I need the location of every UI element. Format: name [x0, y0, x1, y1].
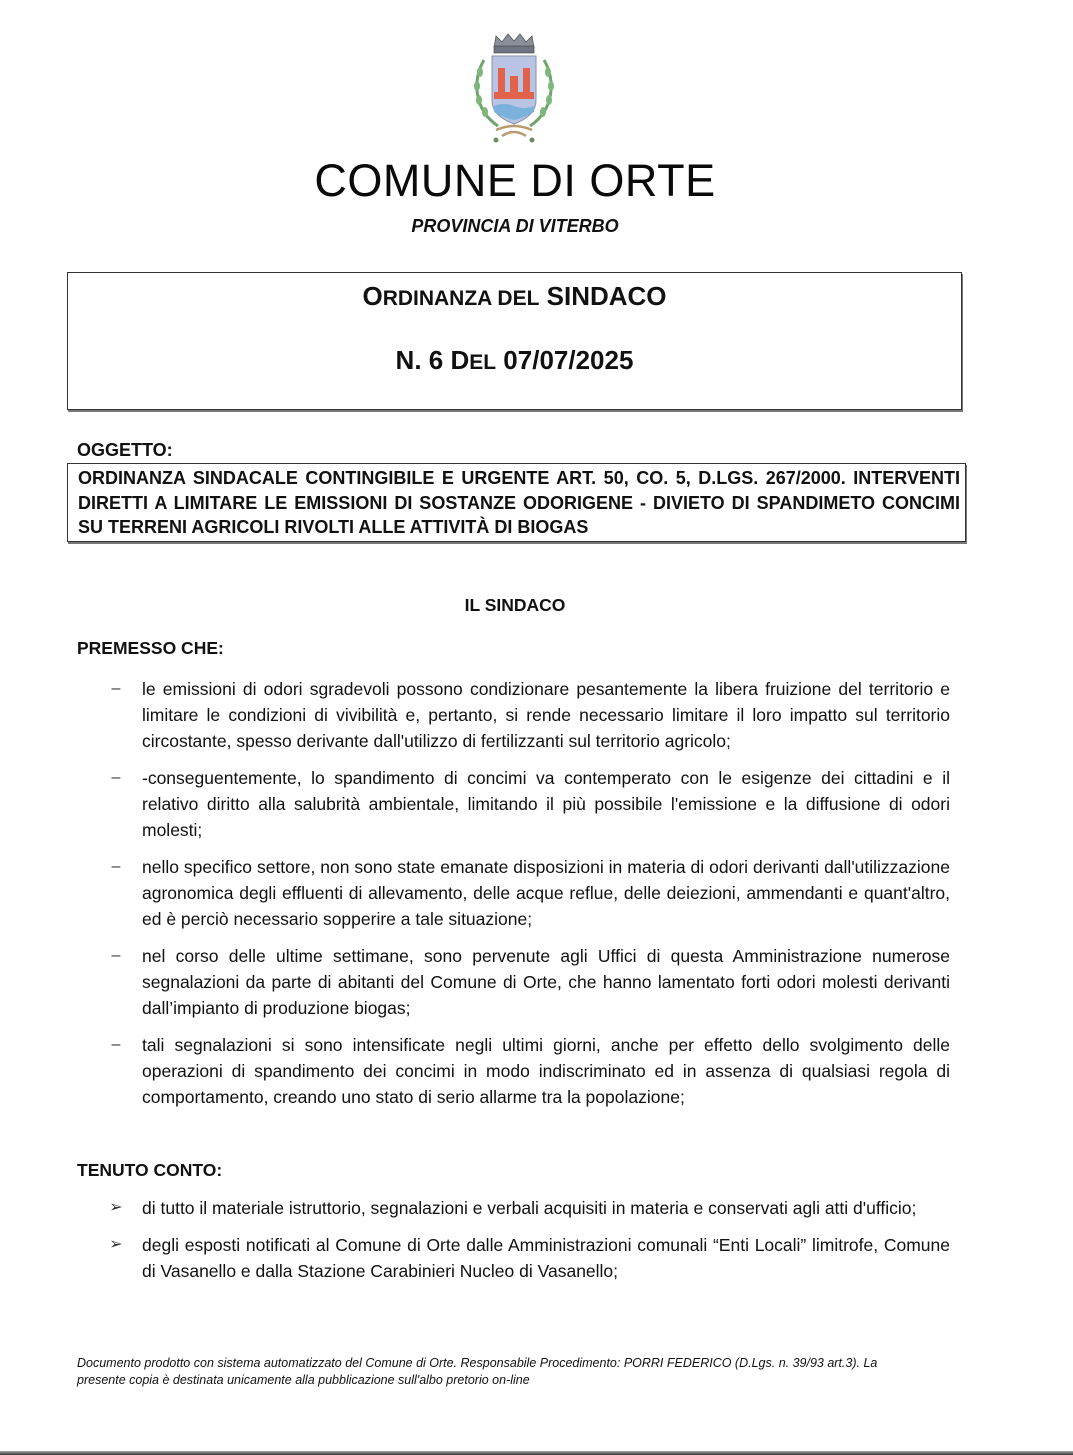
dash-bullet-icon: –	[111, 858, 121, 875]
ordinance-title-smallcaps: RDINANZA DEL	[382, 287, 540, 310]
list-item-text: nello specifico settore, non sono state emanate disposizioni in materia di odori derivanti dall'utilizzazione agronomica degli effluenti di allevamento, delle acque reflue, delle deiezioni, ammendanti e quant'altro, ed è perciò necessario sopperire a tale situazione;	[142, 857, 950, 929]
list-item-text: di tutto il materiale istruttorio, segnalazioni e verbali acquisiti in materia e conservati agli atti d'ufficio;	[142, 1198, 917, 1218]
tenuto-conto-list	[0, 1195, 1073, 1295]
dash-bullet-icon: –	[111, 680, 121, 697]
list-item-text: degli esposti notificati al Comune di Orte dalle Amministrazioni comunali “Enti Locali” limitrofe, Comune di Vasanello e dalla Stazione Carabinieri Nucleo di Vasanello;	[142, 1235, 950, 1281]
list-item	[109, 1232, 950, 1284]
subject-text: ORDINANZA SINDACALE CONTINGIBILE E URGENTE ART. 50, CO. 5, D.LGS. 267/2000. INTERVENTI DIRETTI A LIMITARE LE EMISSIONI DI SOSTANZE ODORIGENE - DIVIETO DI SPANDIMETO CONCIMI SU TERRENI AGRICOLI RIVOLTI ALLE ATTIVITÀ DI BIOGAS	[67, 463, 966, 542]
province-subtitle: PROVINCIA DI VITERBO	[411, 216, 619, 236]
list-item-text: nel corso delle ultime settimane, sono pervenute agli Uffici di questa Amministrazione numerose segnalazioni da parte di abitanti del Comune di Orte, che hanno lamentato forti odori molesti derivanti dall’impianto di produzione biogas;	[142, 946, 950, 1018]
tenuto-conto-label: TENUTO CONTO:	[77, 1160, 223, 1180]
arrow-bullet-icon: ➢	[109, 1199, 123, 1216]
list-item	[109, 1195, 950, 1221]
list-item	[111, 943, 950, 1021]
page-bottom-edge	[0, 1451, 1073, 1455]
arrow-bullet-icon: ➢	[109, 1236, 123, 1253]
ordinance-date: 07/07/2025	[496, 345, 634, 375]
list-item-text: -conseguentemente, lo spandimento di concimi va contemperato con le esigenze dei cittadini e il relativo diritto alla salubrità ambientale, limitando il più possibile l'emissione e la diffusione di odori molesti;	[142, 768, 950, 840]
municipality-title: COMUNE DI ORTE	[314, 155, 716, 206]
list-item	[111, 854, 950, 932]
document-footer-note: Documento prodotto con sistema automatizzato del Comune di Orte. Responsabile Procedimento: PORRI FEDERICO (D.Lgs. n. 39/93 art.3). La presente copia è destinata unicamente alla pubblicazione sull'albo pretorio on-line	[77, 1356, 878, 1387]
premesso-label: PREMESSO CHE:	[77, 638, 224, 658]
ordinance-title-end: SINDACO	[539, 281, 667, 311]
list-item	[111, 1032, 950, 1110]
ordinance-number: N. 6 D	[395, 345, 470, 375]
list-item	[111, 765, 950, 843]
ordinance-header-box	[67, 272, 962, 410]
dash-bullet-icon: –	[111, 769, 121, 786]
mayor-heading: IL SINDACO	[464, 595, 566, 615]
ordinance-del-smallcaps: EL	[469, 351, 497, 374]
ordinance-number-date	[68, 345, 961, 376]
premesso-list	[0, 676, 1073, 1121]
list-item-text: tali segnalazioni si sono intensificate negli ultimi giorni, anche per effetto dello svolgimento delle operazioni di spandimento dei concimi in modo indiscriminato ed in assenza di qualsiasi regola di comportamento, creando uno stato di serio allarme tra la popolazione;	[142, 1035, 950, 1107]
ordinance-title	[68, 281, 961, 312]
subject-label: OGGETTO:	[77, 440, 173, 460]
list-item	[111, 676, 950, 754]
list-item-text: le emissioni di odori sgradevoli possono condizionare pesantemente la libera fruizione del territorio e limitare le condizioni di vivibilità e, pertanto, si rende necessario limitare il loro impatto sul territorio circostante, spesso derivante dall'utilizzo di fertilizzanti sul territorio agricolo;	[142, 679, 950, 751]
ordinance-title-initial: O	[362, 281, 383, 311]
dash-bullet-icon: –	[111, 1036, 121, 1053]
coat-of-arms-icon	[466, 30, 562, 148]
dash-bullet-icon: –	[111, 947, 121, 964]
